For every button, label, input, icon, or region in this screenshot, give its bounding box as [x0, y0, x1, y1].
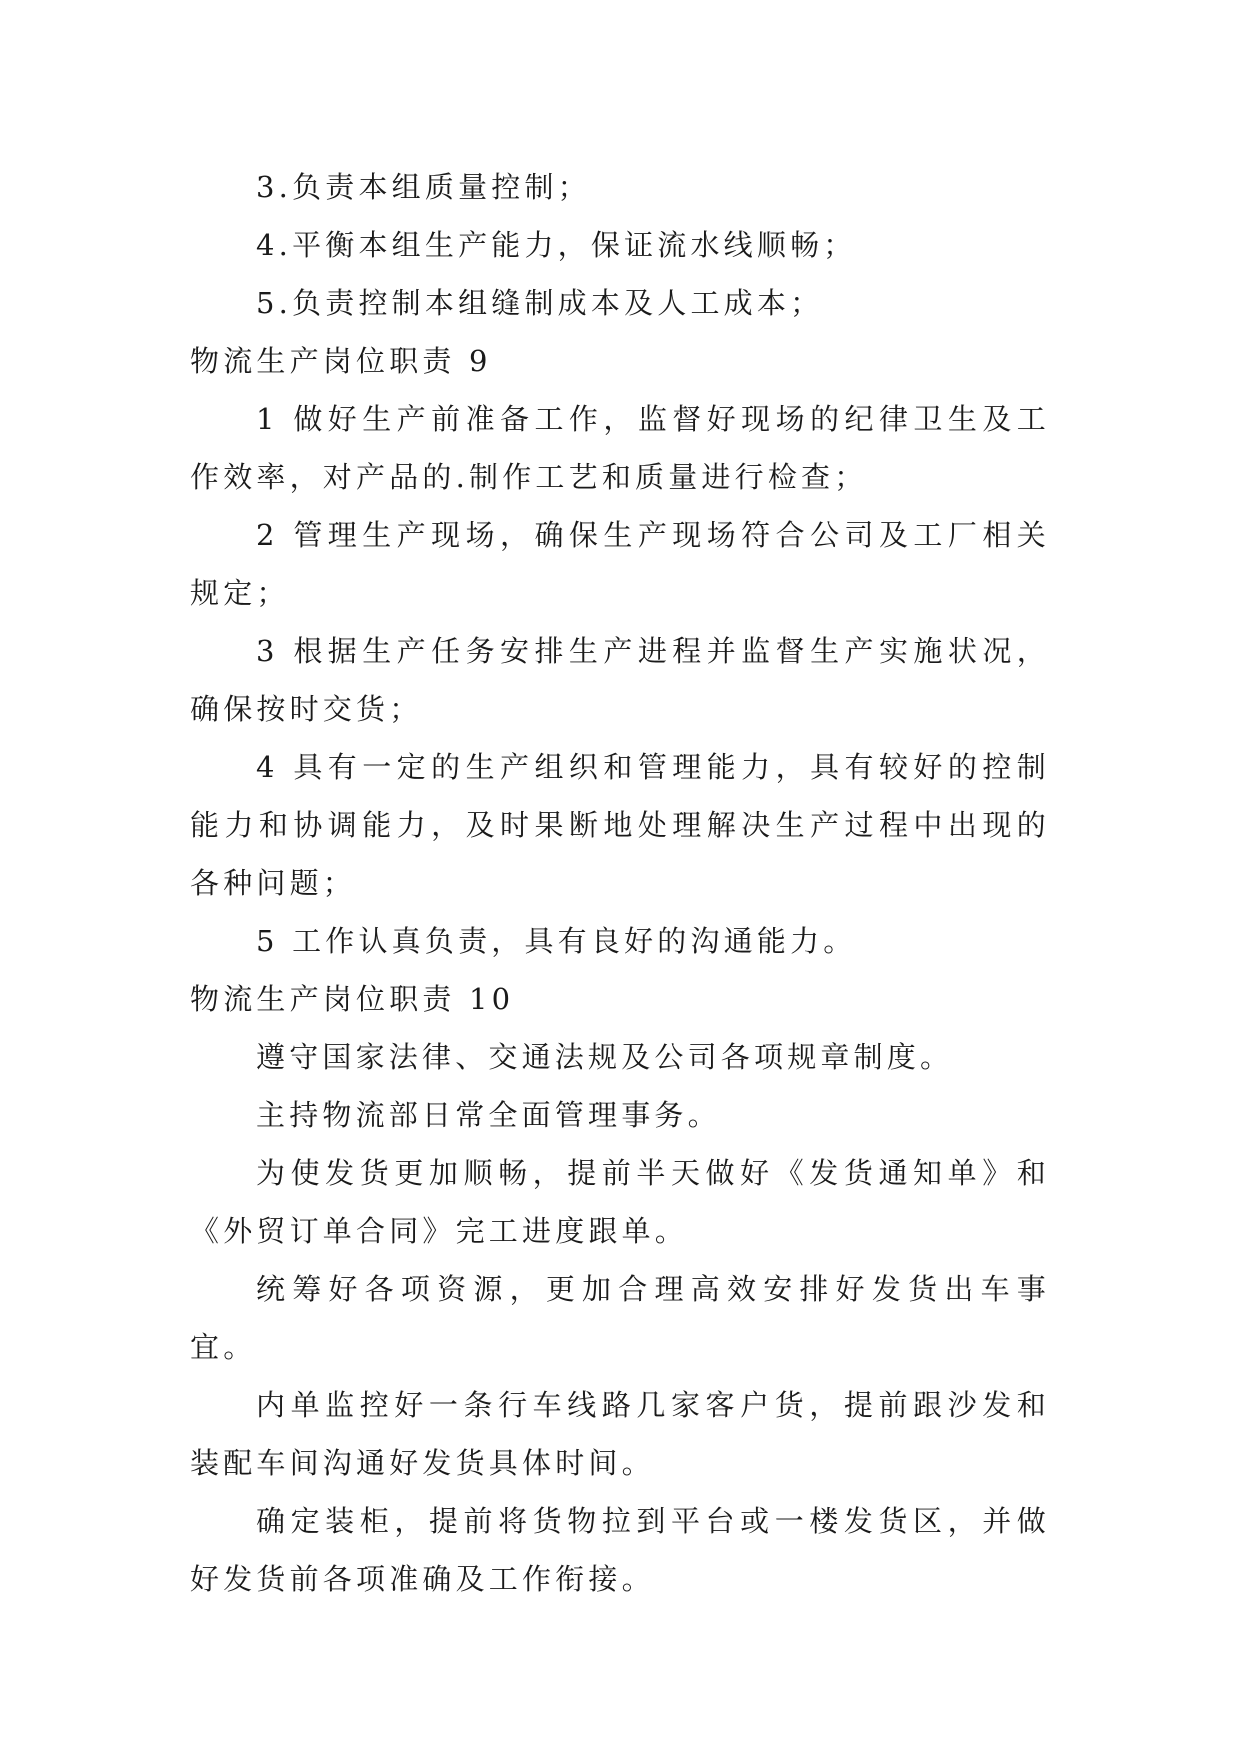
- section-9-item-4: 4 具有一定的生产组织和管理能力，具有较好的控制能力和协调能力，及时果断地处理解决生产过程中出现的各种问题；: [190, 750, 1050, 900]
- section-10-item-3: 为使发货更加顺畅，提前半天做好《发货通知单》和《外贸订单合同》完工进度跟单。: [190, 1156, 1050, 1248]
- section-10-item-2: 主持物流部日常全面管理事务。: [256, 1098, 721, 1132]
- section-9-item-5: 5 工作认真负责，具有良好的沟通能力。: [256, 924, 857, 958]
- section-9-item-3: 3 根据生产任务安排生产进程并监督生产实施状况，确保按时交货；: [190, 634, 1050, 726]
- section-10-item-4: 统筹好各项资源，更加合理高效安排好发货出车事宜。: [190, 1272, 1050, 1364]
- section-10-item-6: 确定装柜，提前将货物拉到平台或一楼发货区，并做好发货前各项准确及工作衔接。: [190, 1504, 1050, 1596]
- section-9-item-2: 2 管理生产现场，确保生产现场符合公司及工厂相关规定；: [190, 518, 1050, 610]
- section-8-item-3: 3.负责本组质量控制；: [256, 170, 591, 204]
- section-9-title: 物流生产岗位职责 9: [190, 344, 492, 378]
- section-8-item-4: 4.平衡本组生产能力，保证流水线顺畅；: [256, 228, 857, 262]
- section-10-item-1: 遵守国家法律、交通法规及公司各项规章制度。: [256, 1040, 954, 1074]
- section-9-item-1: 1 做好生产前准备工作，监督好现场的纪律卫生及工作效率，对产品的.制作工艺和质量进行检查；: [190, 402, 1050, 494]
- document-body: [190, 158, 1050, 1608]
- section-8-item-5: 5.负责控制本组缝制成本及人工成本；: [256, 286, 824, 320]
- section-10-title: 物流生产岗位职责 10: [190, 982, 515, 1016]
- section-10-item-5: 内单监控好一条行车线路几家客户货，提前跟沙发和装配车间沟通好发货具体时间。: [190, 1388, 1050, 1480]
